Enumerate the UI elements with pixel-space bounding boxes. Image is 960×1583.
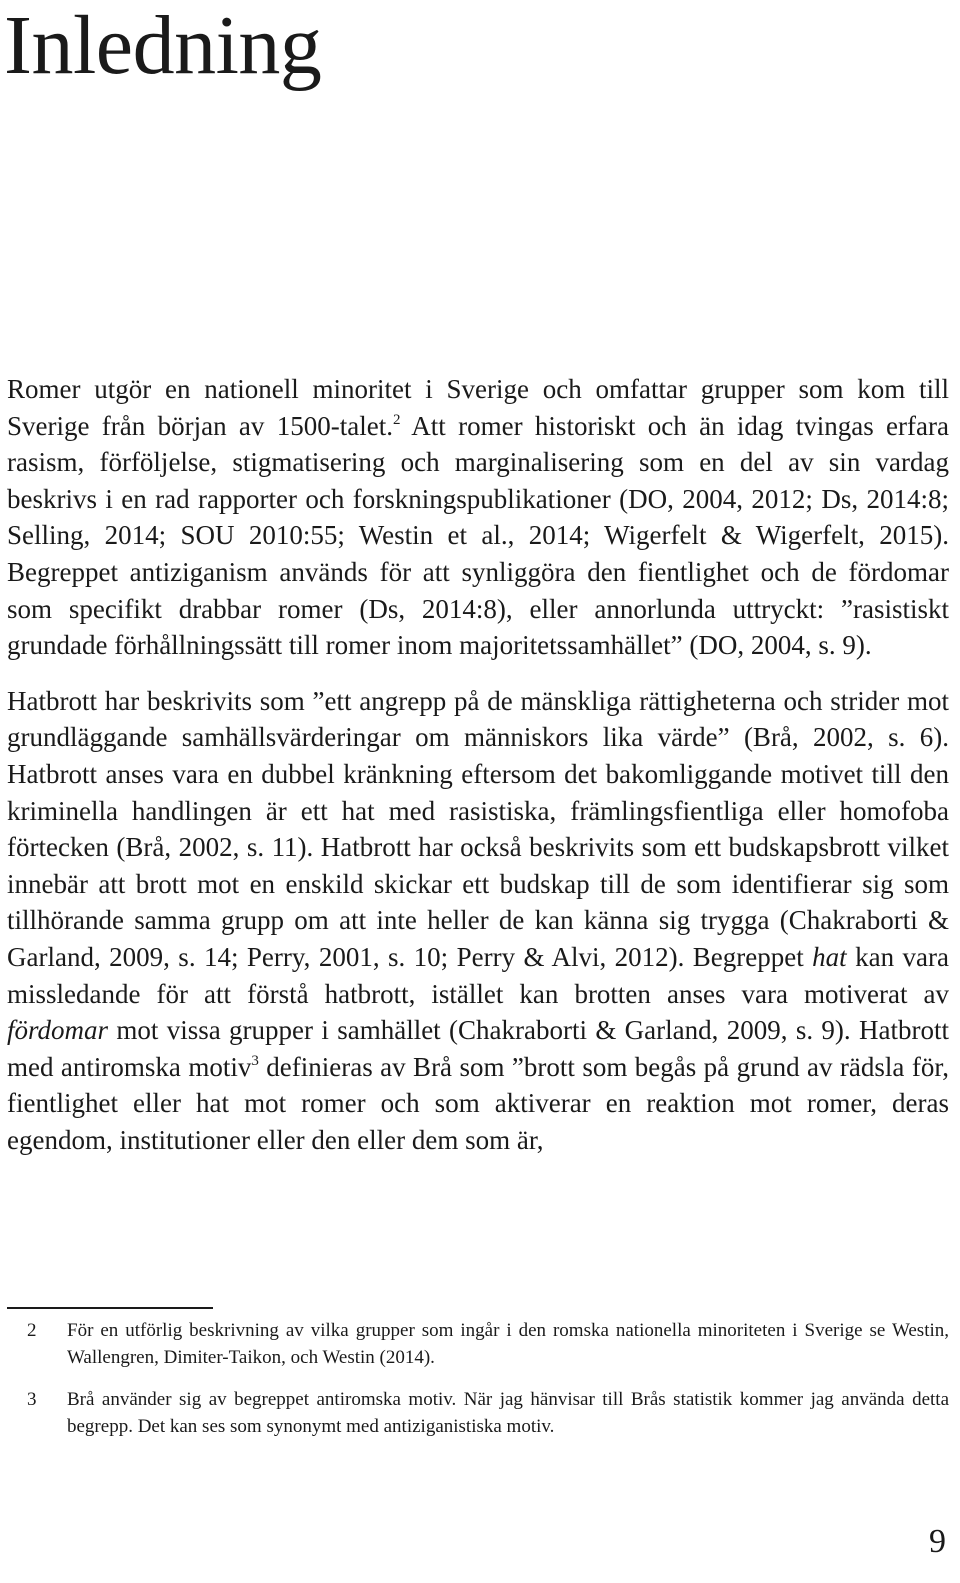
paragraph-1-text-a: Romer utgör en nationell minoritet i Sverige och omfattar grupper som kom till Sverige från början av 1500-talet. — [7, 374, 949, 441]
emphasis-fordomar: fördomar — [7, 1015, 109, 1046]
paragraph-1 — [7, 371, 949, 664]
page-title: Inledning — [4, 0, 322, 92]
paragraph-2-text-b: kan vara missledande för att förstå hatbrott, istället kan brotten anses vara motiverat av — [7, 941, 949, 1009]
footnote-number: 3 — [27, 1389, 37, 1410]
footnote-divider — [7, 1307, 213, 1309]
body-text — [7, 371, 949, 1158]
footnote-text: För en utförlig beskrivning av vilka grupper som ingår i den romska nationella minoriteten i Sverige se Westin, Wallengren, Dimiter-Taikon, och Westin (2014). — [67, 1320, 949, 1368]
paragraph-2-text-a: Hatbrott har beskrivits som ”ett angrepp på de mänskliga rättigheterna och strider mot grundläggande samhällsvärderingar om människors lika värde” (Brå, 2002, s. 6). Hatbrott anses vara en dubbel kränkning eftersom det bakomliggande motivet till den kriminella handlingen är ett hat med rasistiska, främlingsfientliga eller homofoba förtecken (Brå, 2002, s. 11). Hatbrott har också beskrivits som ett budskapsbrott vilket innebär att brott mot en enskild skickar ett budskap till de som identifierar sig som tillhörande samma grupp om att inte heller de kan känna sig trygga (Chakraborti & Garland, 2009, s. 14; Perry, 2001, s. 10; Perry & Alvi, 2012). Begreppet — [7, 685, 949, 972]
paragraph-2 — [7, 683, 949, 1159]
paragraph-1-text-b: Att romer historiskt och än idag tvingas erfara rasism, förföljelse, stigmatisering och marginalisering som en del av sin vardag beskrivs i en rad rapporter och forskningspublikationer (DO, 2004, 2012; Ds, 2014:8; Selling, 2014; SOU 2010:55; Westin et al., 2014; Wigerfelt & Wigerfelt, 2015). Begreppet antiziganism används för att synliggöra den fientlighet och de fördomar som specifikt drabbar romer (Ds, 2014:8), eller annorlunda uttryckt: ”rasistiskt grundade förhållningssätt till romer inom majoritetssamhället” (DO, 2004, s. 9). — [7, 410, 949, 661]
paragraph-2-text-d: definieras av Brå som ”brott som begås på grund av rädsla för, fientlighet eller hat mot romer och som aktiverar en reaktion mot romer, deras egendom, institutioner eller den eller dem som är, — [7, 1051, 949, 1155]
emphasis-hat: hat — [812, 941, 847, 972]
footnotes — [7, 1317, 949, 1440]
page-number: 9 — [929, 1523, 946, 1560]
paragraph-2-text-c: mot vissa grupper i samhället (Chakraborti & Garland, 2009, s. 9). Hatbrott med antiromska motiv — [7, 1015, 949, 1082]
footnote-number: 2 — [27, 1320, 37, 1341]
footnote-2 — [7, 1317, 949, 1371]
footnote-ref-3[interactable]: 3 — [251, 1052, 259, 1069]
footnote-text: Brå använder sig av begreppet antiromska motiv. När jag hänvisar till Brås statistik kommer jag använda detta begrepp. Det kan ses som synonymt med antiziganistiska motiv. — [67, 1389, 949, 1437]
footnote-3 — [7, 1386, 949, 1440]
footnote-ref-2[interactable]: 2 — [392, 411, 401, 428]
